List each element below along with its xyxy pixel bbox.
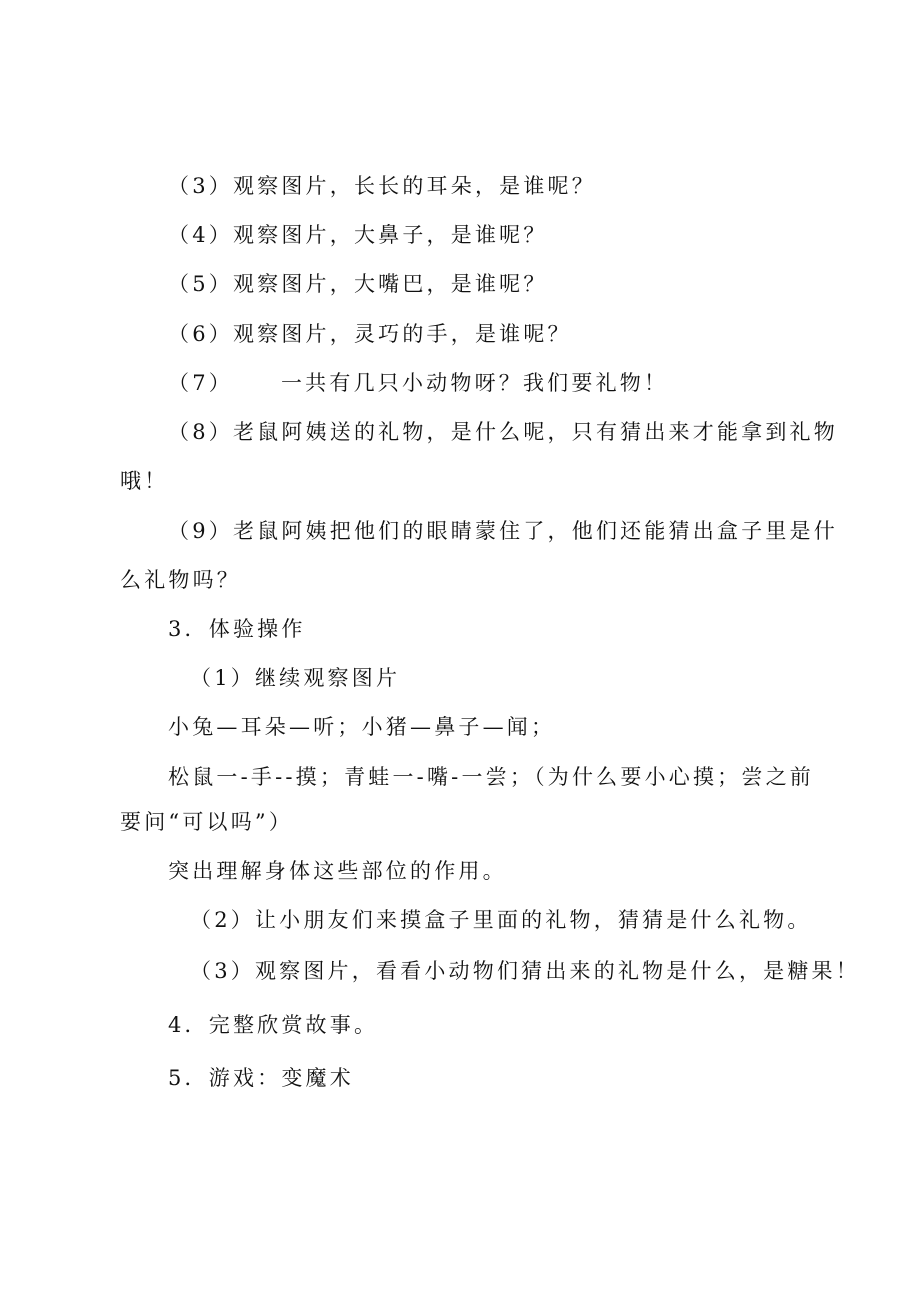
paragraph-squirrel-frog-line-1: 松鼠一-手--摸；青蛙一-嘴-一尝；（为什么要小心摸；尝之前 [168, 765, 814, 789]
paragraph-sub-1: （1）继续观察图片 [190, 666, 401, 690]
paragraph-emphasis: 突出理解身体这些部位的作用。 [168, 859, 507, 883]
paragraph-step-9-line-1: （9）老鼠阿姨把他们的眼睛蒙住了，他们还能猜出盒子里是什 [168, 519, 838, 543]
paragraph-step-4-nose: （4）观察图片，大鼻子，是谁呢？ [168, 223, 548, 247]
step-7-number: （7） [168, 371, 233, 395]
paragraph-step-5-mouth: （5）观察图片，大嘴巴，是谁呢？ [168, 272, 548, 296]
paragraph-sub-2: （2）让小朋友们来摸盒子里面的礼物，猜猜是什么礼物。 [190, 908, 812, 932]
section-heading-5: 5．游戏：变魔术 [168, 1066, 354, 1090]
paragraph-sub-3: （3）观察图片，看看小动物们猜出来的礼物是什么，是糖果！ [190, 959, 860, 983]
paragraph-step-7 [168, 369, 668, 397]
paragraph-step-3-ears: （3）观察图片，长长的耳朵，是谁呢？ [168, 174, 596, 198]
paragraph-step-8-line-1: （8）老鼠阿姨送的礼物，是什么呢，只有猜出来才能拿到礼物 [168, 420, 838, 444]
paragraph-step-8-line-2: 哦！ [120, 469, 169, 493]
paragraph-rabbit-pig: 小兔—耳朵—听；小猪—鼻子—闻； [168, 715, 556, 739]
section-heading-3: 3．体验操作 [168, 617, 306, 641]
section-heading-4: 4．完整欣赏故事。 [168, 1013, 379, 1037]
paragraph-step-6-hands: （6）观察图片，灵巧的手，是谁呢？ [168, 322, 572, 346]
paragraph-squirrel-frog-line-2: 要问“可以吗”） [120, 810, 294, 834]
paragraph-step-9-line-2: 么礼物吗？ [120, 568, 241, 592]
step-7-text: 一共有几只小动物呀？我们要礼物！ [280, 371, 669, 395]
